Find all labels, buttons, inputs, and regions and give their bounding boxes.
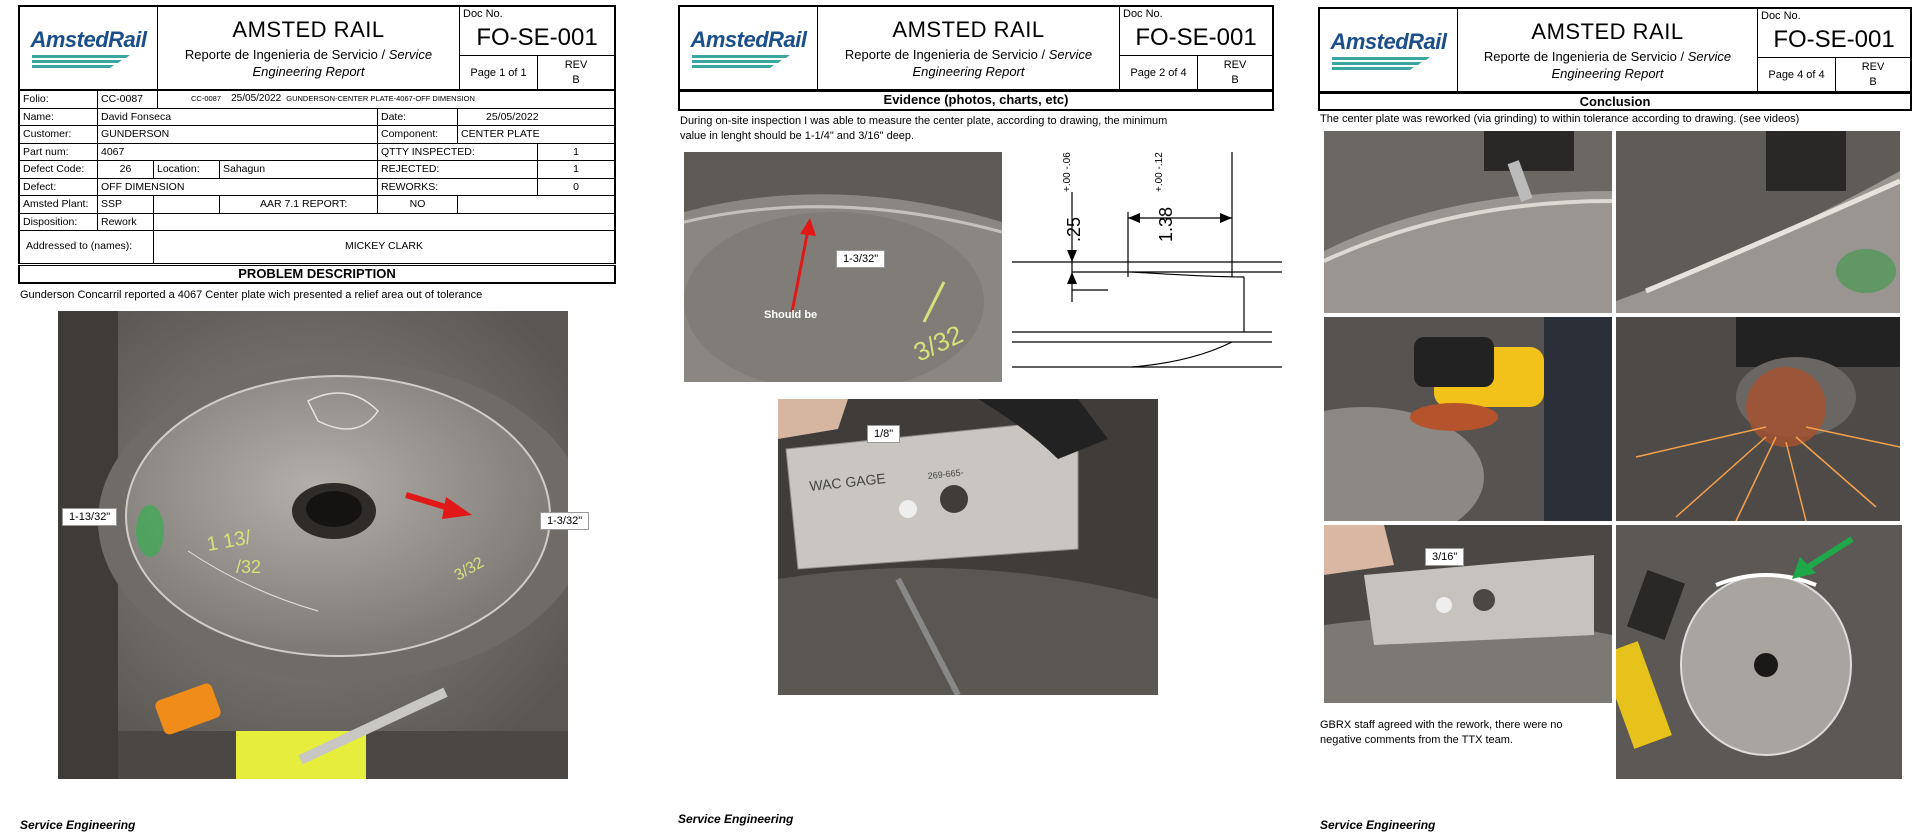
form-row-customer: Customer: GUNDERSON Component: CENTER PLATE (20, 126, 614, 144)
rework-photo-6 (1616, 525, 1902, 779)
logo-wordmark: AmstedRail (1330, 29, 1447, 54)
report-header (678, 5, 1274, 91)
center-plate-photo (58, 311, 568, 779)
angle-grinder-illustration-1 (1324, 317, 1612, 521)
report-title-block (1458, 9, 1758, 91)
center-plate-illustration (58, 311, 568, 779)
doc-label: Doc No. (1123, 8, 1163, 20)
doc-number: FO-SE-001 (1135, 24, 1257, 51)
red-arrow-icon (404, 487, 474, 527)
company-name: AMSTED RAIL (1531, 19, 1684, 44)
photo-callout: 3/16" (1425, 548, 1464, 566)
svg-text:1 13/: 1 13/ (205, 526, 253, 556)
part-value: 4067 (98, 144, 378, 161)
depth-gage-illustration (1324, 525, 1612, 703)
callout-left: 1-13/32" (62, 508, 117, 526)
doc-number: FO-SE-001 (1773, 26, 1895, 53)
gage-phone: 269-665- (927, 467, 965, 481)
folio-value: CC-0087 (98, 91, 158, 108)
report-page-2 (660, 0, 1290, 832)
green-arrow-icon (1776, 535, 1856, 585)
report-page-1 (0, 0, 640, 832)
name-value: David Fonseca (98, 109, 378, 126)
problem-description: Gunderson Concarril reported a 4067 Center plate wich presented a relief area out of tolerance (20, 289, 483, 301)
report-form (18, 91, 616, 264)
form-row-folio: Folio: CC-0087 CC-0087 25/05/2022 GUNDERSON-CENTER PLATE-4067-OFF DIMENSION (20, 91, 614, 109)
revision: REV B (538, 55, 614, 89)
svg-text:1.38: 1.38 (1156, 206, 1176, 242)
company-name: AMSTED RAIL (892, 17, 1045, 42)
dimension-drawing (1012, 152, 1282, 382)
rework-photo-2 (1616, 131, 1900, 313)
defect-value: OFF DIMENSION (98, 179, 378, 196)
report-title: Reporte de Ingenieria de Servicio / Service Engineering Report (1483, 49, 1732, 81)
report-title: Reporte de Ingenieria de Servicio / Service Engineering Report (844, 47, 1093, 79)
form-row-plant: Amsted Plant: SSP AAR 7.1 REPORT: NO (20, 196, 614, 214)
page-footer: Service Engineering (20, 818, 136, 832)
date-value: 25/05/2022 (486, 110, 539, 123)
page-number: Page 2 of 4 (1120, 55, 1198, 89)
photo1-callout: 1-3/32" (836, 250, 885, 268)
section-title: Evidence (photos, charts, etc) (678, 91, 1274, 111)
report-title-block (818, 7, 1120, 89)
rejected-value: 1 (573, 163, 579, 175)
finished-plate-illustration (1616, 525, 1902, 779)
report-title-block (158, 7, 460, 89)
folio-summary: CC-0087 25/05/2022 GUNDERSON-CENTER PLATE-4067-OFF DIMENSION (191, 93, 475, 104)
page-footer: Service Engineering (678, 812, 794, 826)
doc-label: Doc No. (463, 8, 503, 20)
angle-grinder-illustration-2 (1616, 317, 1900, 521)
company-logo (1320, 9, 1458, 91)
gage-illustration (778, 399, 1158, 695)
form-row-name: Name: David Fonseca Date: 25/05/2022 (20, 109, 614, 127)
page-footer: Service Engineering (1320, 818, 1436, 832)
logo-swoosh-icon (690, 53, 800, 69)
grinding-tool-illustration-1 (1324, 131, 1612, 313)
report-title: Reporte de Ingenieria de Servicio / Service Engineering Report (184, 47, 433, 79)
drawing-excerpt (1012, 152, 1282, 382)
rework-photo-1 (1324, 131, 1612, 313)
section-title: PROBLEM DESCRIPTION (18, 265, 616, 284)
section-title: Conclusion (1318, 93, 1912, 111)
rework-photo-4 (1616, 317, 1900, 521)
doc-label: Doc No. (1761, 10, 1801, 22)
company-logo (680, 7, 818, 89)
form-row-disposition: Disposition: Rework (20, 214, 614, 232)
company-name: AMSTED RAIL (232, 17, 385, 42)
component-value: CENTER PLATE (461, 128, 540, 140)
rework-photo-3 (1324, 317, 1612, 521)
svg-text:+.00 -.12: +.00 -.12 (1154, 152, 1165, 192)
rework-comment: GBRX staff agreed with the rework, there were no negative comments from the TTX team. (1320, 719, 1563, 746)
svg-text:/32: /32 (236, 557, 262, 577)
addressed-value: MICKEY CLARK (345, 240, 423, 252)
aar-value: NO (378, 196, 458, 213)
form-row-defect: Defect: OFF DIMENSION REWORKS: 0 (20, 179, 614, 197)
measurement-photo-2 (778, 399, 1158, 695)
qtty-value: 1 (573, 145, 579, 158)
report-page-3 (1300, 0, 1928, 832)
form-row-defect-code: Defect Code: 26 Location: Sahagun REJECTED: 1 (20, 161, 614, 179)
svg-text:.25: .25 (1064, 216, 1084, 242)
form-row-addressed: Addressed to (names): MICKEY CLARK (20, 231, 614, 264)
revision: REV B (1198, 55, 1272, 89)
doc-info (1120, 7, 1272, 89)
reworks-value: 0 (573, 180, 579, 193)
company-logo (20, 7, 158, 89)
callout-right: 1-3/32" (540, 512, 589, 530)
gage-text: WAC GAGE (808, 470, 887, 494)
logo-wordmark: AmstedRail (30, 27, 147, 52)
grinding-tool-illustration-2 (1616, 131, 1900, 313)
doc-info (1758, 9, 1910, 91)
plant-value: SSP (98, 196, 154, 213)
report-header (1318, 7, 1912, 93)
page-number: Page 1 of 1 (460, 55, 538, 89)
conclusion-text: The center plate was reworked (via grinding) to within tolerance according to drawing. (see videos) (1320, 113, 1800, 125)
defect-code-value: 26 (98, 161, 154, 178)
photo2-callout: 1/8" (867, 425, 900, 443)
revision: REV B (1836, 57, 1910, 91)
evidence-text: During on-site inspection I was able to measure the center plate, according to drawing, the minimum value in lenght should be 1-1/4" and 3/16" deep. (680, 115, 1168, 142)
doc-number: FO-SE-001 (476, 24, 598, 51)
location-value: Sahagun (220, 161, 378, 178)
svg-text:+.00 -.06: +.00 -.06 (1062, 152, 1073, 192)
rework-photo-5 (1324, 525, 1612, 703)
logo-swoosh-icon (1330, 55, 1440, 71)
logo-wordmark: AmstedRail (690, 27, 807, 52)
logo-swoosh-icon (30, 53, 140, 69)
page-number: Page 4 of 4 (1758, 57, 1836, 91)
svg-text:3/32: 3/32 (451, 554, 487, 585)
report-header (18, 5, 616, 91)
should-be-label: Should be (764, 309, 818, 321)
form-row-part: Part num: 4067 QTTY INSPECTED: 1 (20, 144, 614, 162)
plate-marking: 3/32 (908, 318, 968, 368)
customer-value: GUNDERSON (98, 126, 378, 143)
disposition-value: Rework (98, 214, 154, 231)
doc-info (460, 7, 614, 89)
